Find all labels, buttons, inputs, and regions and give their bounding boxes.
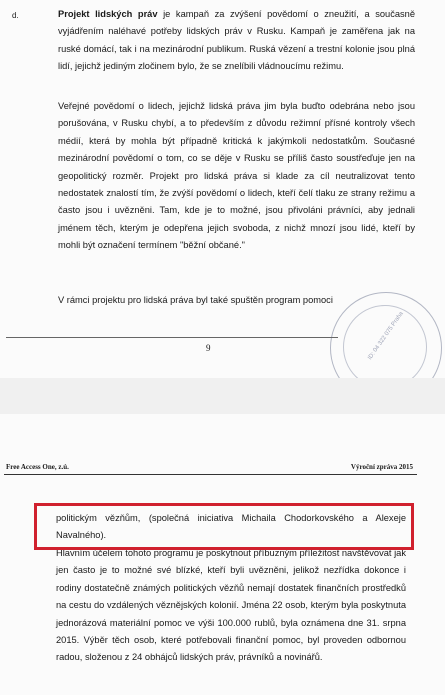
project-title: Projekt lidských práv — [58, 9, 158, 19]
project-paragraph — [58, 6, 415, 76]
program-purpose-paragraph: Hlavním účelem tohoto programu je poskytnout příbuzným příležitost navštěvovat jak jen často je to možné své blízké, kteří byli uvězněni, jelikož nezřídka dokonce i rodiny dostatečně známých politických vězňů nemají dostatek finančních prostředků na cestu do vzdálených věznějských kolonií. Jména 22 osob, kterým byla poskytnuta jednorázová materiální pomoc ve výši 100.000 rublů, byla oznámena dne 31. srpna 2015. Výběr těch osob, které potřebovali finanční pomoc, byl proveden odbornou radou, složenou z 24 obhájců lidských práv, právníků a novinářů. — [56, 548, 406, 663]
header-report-title: Výroční zpráva 2015 — [350, 463, 413, 471]
header-rule — [4, 474, 417, 475]
page-gap — [0, 378, 445, 414]
project-description: je kampaň za zvýšení povědomí o zneužití, a současně vyjádřením naléhavé potřeby lidských práv v Rusku. Kampaň je zaměřena jak na ruské domácí, tak i na mezinárodní publikum. Ruská vězení a trestní kolonie jsou plná lidí, jejichž jediným zločinem bylo, že se znelíbili vládnoucímu režimu. — [58, 9, 416, 72]
footer-rule — [6, 337, 338, 338]
report-page-10 — [0, 414, 445, 695]
stamp-text: ID: 04 322 075 Praha — [367, 310, 405, 362]
program-paragraph: V rámci projektu pro lidská práva byl také spuštěn program pomoci — [58, 295, 333, 305]
awareness-paragraph: Veřejné povědomí o lidech, jejichž lidská práva jim byla buďto odebrána nebo jsou porušována, v Rusku chybí, a to především z důvodu režimní přísné kontroly všech médií, která by mohla být případně kritická k jakýmkoli nedostatkům. Současné mezinárodní povědomí o tom, co se děje v Rusku se příliš často soustřeďuje jen na geopolitický rozměr. Projekt pro lidská práva si klade za cíl neutralizovat tento nedostatek znalostí tím, že zvýší povědomí o lidech, kteří čelí tlaku ze strany režimu a často jsou i uvězněni. Tam, kde je to možné, jsou přivoláni právníci, aby jednali jménem těch, kterým je odepřena jejich svoboda, z nichž mnozí jsou lidé, kteří by mohli být označení termínem "běžní občané." — [58, 101, 415, 251]
header-organization: Free Access One, z.ú. — [6, 463, 69, 471]
highlighted-paragraph: politickým vězňům, (společná iniciativa Michaila Chodorkovského a Alexeje Navalného). — [56, 513, 406, 541]
list-marker: d. — [12, 11, 19, 20]
red-highlight-box — [34, 503, 414, 550]
page-number: 9 — [206, 343, 211, 353]
